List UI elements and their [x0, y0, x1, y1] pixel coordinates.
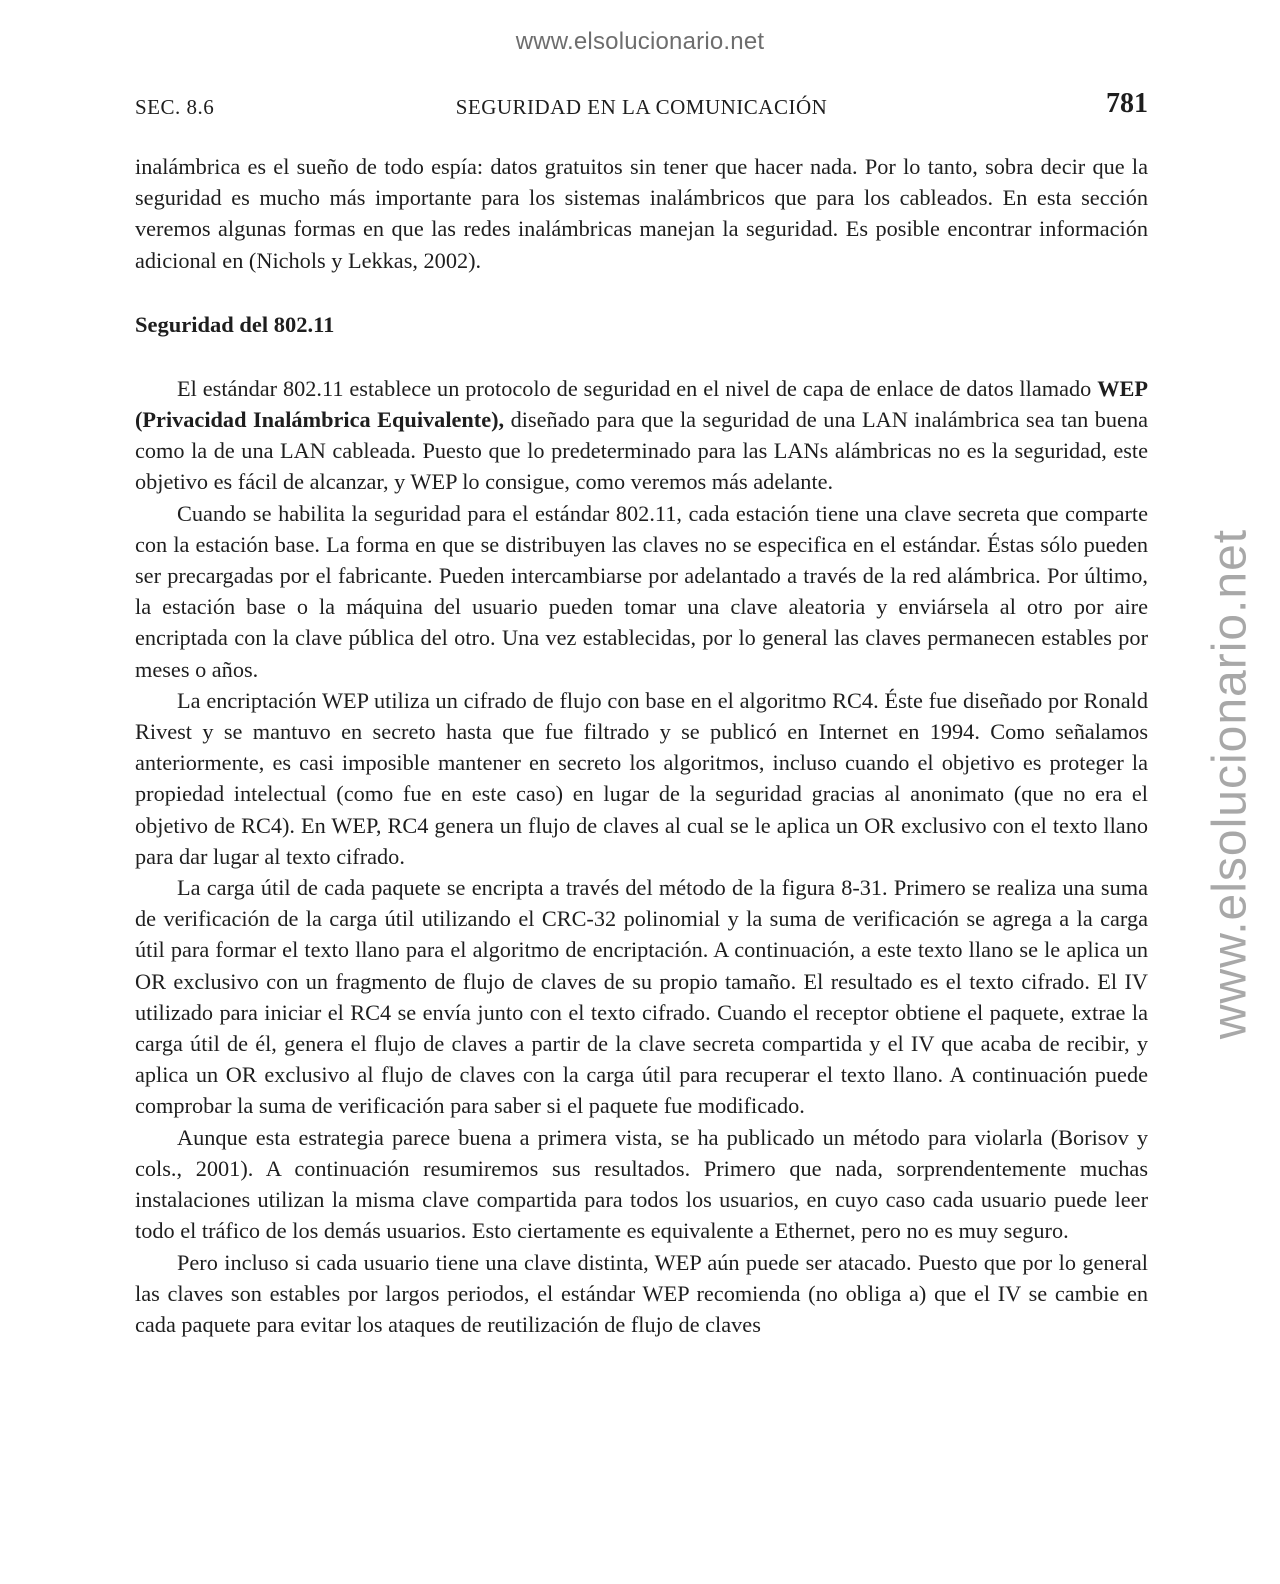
section-heading: Seguridad del 802.11 [135, 311, 335, 337]
paragraph-text: El estándar 802.11 establece un protocolo de seguridad en el nivel de capa de enlace de datos llamado [177, 375, 1098, 401]
paragraph-wep-intro [135, 373, 1148, 498]
chapter-section-title: SEGURIDAD EN LA COMUNICACIÓN [455, 95, 828, 119]
paragraph: Pero incluso si cada usuario tiene una clave distinta, WEP aún puede ser atacado. Puesto que por lo general las claves son estables por largos periodos, el estándar WEP recomienda (no obliga a) que el IV se cambie en cada paquete para evitar los ataques de reutilización de flujo de claves [135, 1249, 1148, 1337]
page-number: 781 [1106, 88, 1148, 119]
running-head [135, 88, 1148, 128]
watermark-side: www.elsolucionario.net [1203, 528, 1257, 1040]
paragraph-text: diseñado para que la seguridad de una LAN inalámbrica sea tan buena como la de una LAN cableada. Puesto que lo predeterminado para las LANs alámbricas no es la seguridad, este objetivo es fácil de alcanzar, y WEP lo consigue, como veremos más adelante. [135, 407, 1148, 495]
intro-paragraph: inalámbrica es el sueño de todo espía: datos gratuitos sin tener que hacer nada. Por lo tanto, sobra decir que la seguridad es mucho más importante para los sistemas inalámbricos que para los cableados. En esta sección veremos algunas formas en que las redes inalámbricas manejan la seguridad. Es posible encontrar información adicional en (Nichols y Lekkas, 2002). [135, 154, 1148, 273]
paragraph: Aunque esta estrategia parece buena a primera vista, se ha publicado un método para violarla (Borisov y cols., 2001). A continuación resumiremos sus resultados. Primero que nada, sorprendentemente muchas instalaciones utilizan la misma clave compartida para todos los usuarios, en cuyo caso cada usuario puede leer todo el tráfico de los demás usuarios. Esto ciertamente es equivalente a Ethernet, pero no es muy seguro. [135, 1124, 1148, 1244]
watermark-top: www.elsolucionario.net [515, 28, 765, 55]
paragraph: La encriptación WEP utiliza un cifrado de flujo con base en el algoritmo RC4. Éste fue diseñado por Ronald Rivest y se mantuvo en secreto hasta que fue filtrado y se publicó en Internet en 1994. Como señalamos anteriormente, es casi imposible mantener en secreto los algoritmos, incluso cuando el objetivo es proteger la propiedad intelectual (como fue en este caso) en lugar de la seguridad gracias al anonimato (que no era el objetivo de RC4). En WEP, RC4 genera un flujo de claves al cual se le aplica un OR exclusivo con el texto llano para dar lugar al texto cifrado. [135, 687, 1148, 869]
wep-term: WEP (Privacidad Inalámbrica Equivalente), [135, 375, 1148, 433]
paragraph: Cuando se habilita la seguridad para el estándar 802.11, cada estación tiene una clave secreta que comparte con la estación base. La forma en que se distribuyen las claves no se especifica en el estándar. Éstas sólo pueden ser precargadas por el fabricante. Pueden intercambiarse por adelantado a través de la red alámbrica. Por último, la estación base o la máquina del usuario pueden tomar una clave aleatoria y enviársela al otro por aire encriptada con la clave pública del otro. Una vez establecidas, por lo general las claves permanecen estables por meses o años. [135, 500, 1148, 682]
section-number: SEC. 8.6 [135, 95, 215, 119]
paragraph: La carga útil de cada paquete se encripta a través del método de la figura 8-31. Primero se realiza una suma de verificación de la carga útil utilizando el CRC-32 polinomial y la suma de verificación se agrega a la carga útil para formar el texto llano para el algoritmo de encriptación. A continuación, a este texto llano se le aplica un OR exclusivo con un fragmento de flujo de claves de su propio tamaño. El resultado es el texto cifrado. El IV utilizado para iniciar el RC4 se envía junto con el texto cifrado. Cuando el receptor obtiene el paquete, extrae la carga útil de él, genera el flujo de claves a partir de la clave secreta compartida y el IV que acaba de recibir, y aplica un OR exclusivo al flujo de claves con la carga útil para recuperar el texto llano. A continuación puede comprobar la suma de verificación para saber si el paquete fue modificado. [135, 875, 1148, 1119]
page-body [135, 151, 1148, 1340]
